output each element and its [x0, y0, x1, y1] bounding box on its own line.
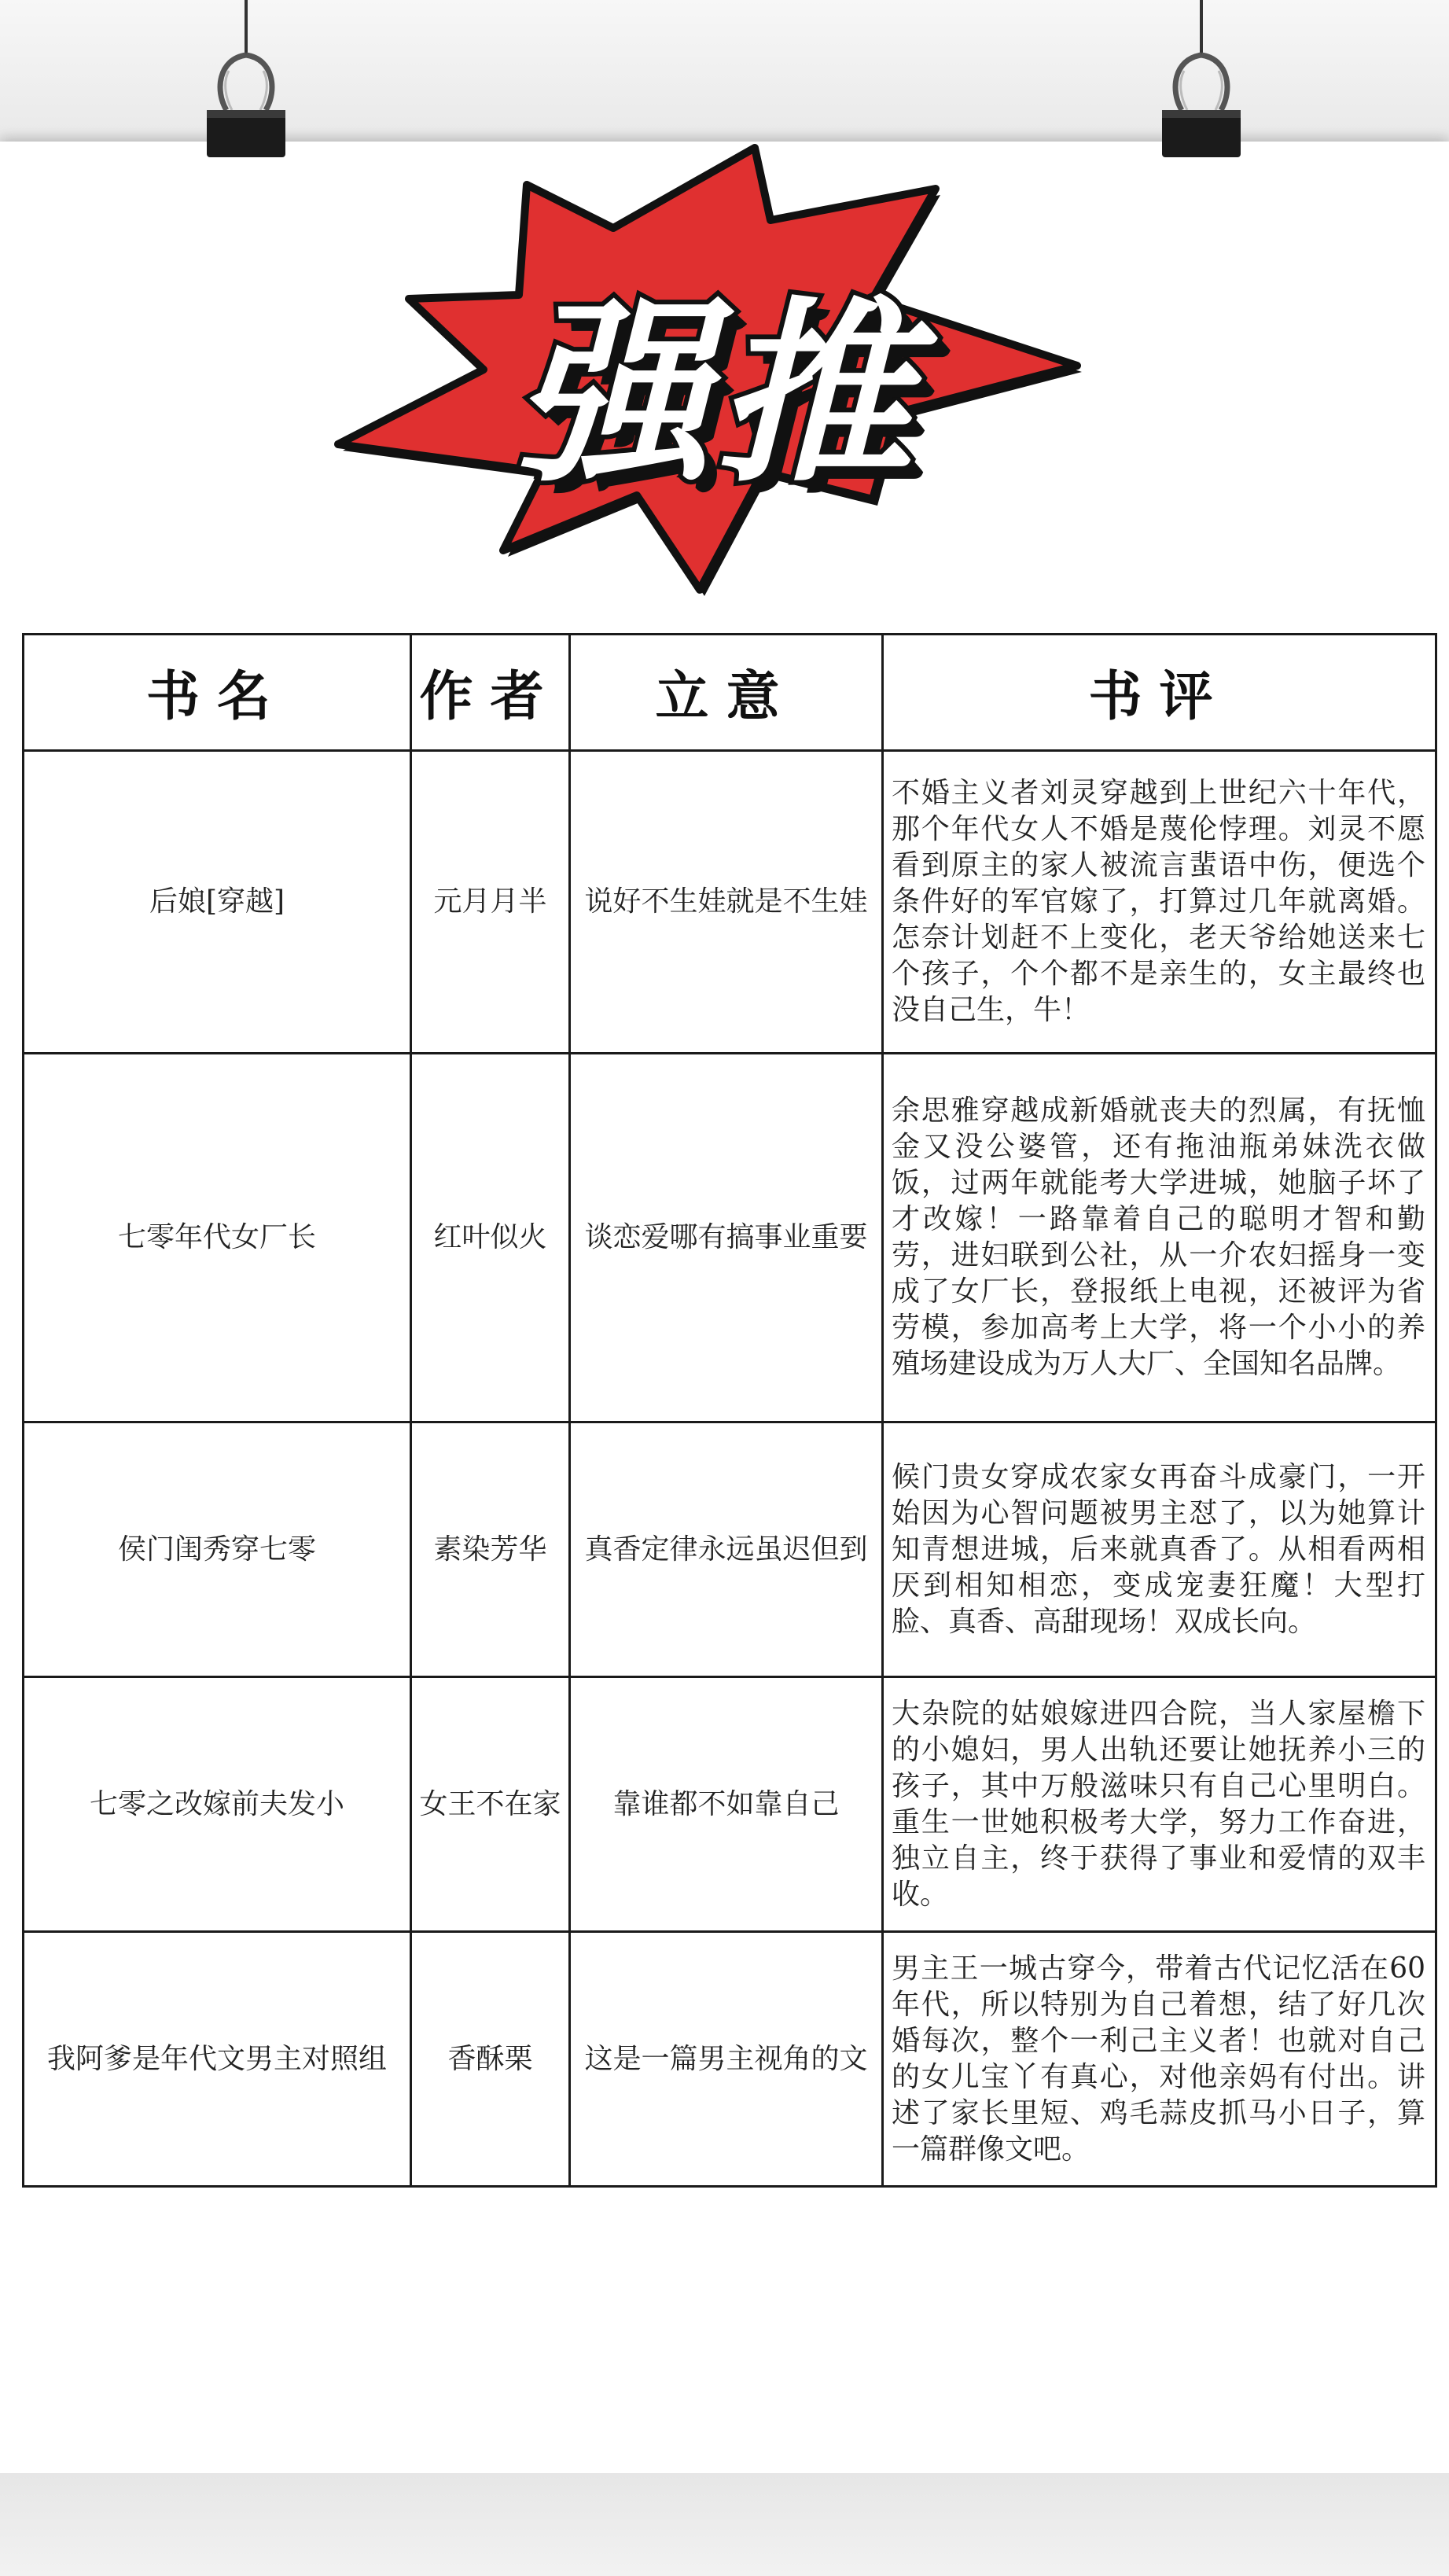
table-header-row: [24, 635, 1436, 751]
book-theme: 这是一篇男主视角的文: [570, 1932, 883, 2187]
book-title: 七零之改嫁前夫发小: [24, 1677, 411, 1932]
binder-clip-icon: [1146, 0, 1256, 181]
table-row: [24, 1932, 1436, 2187]
book-title: 侯门闺秀穿七零: [24, 1422, 411, 1677]
book-theme: 说好不生娃就是不生娃: [570, 751, 883, 1054]
book-theme: 靠谁都不如靠自己: [570, 1677, 883, 1932]
table-row: [24, 1054, 1436, 1422]
book-author: 素染芳华: [411, 1422, 570, 1677]
book-theme: 真香定律永远虽迟但到: [570, 1422, 883, 1677]
book-review: 男主王一城古穿今，带着古代记忆活在60年代，所以特别为自己着想，结了好几次婚每次，整个一利己主义者！也就对自己的女儿宝丫有真心，对他亲妈有付出。讲述了家长里短、鸡毛蒜皮抓马小日子，算一篇群像文吧。: [883, 1932, 1436, 2187]
header-review: 书评: [883, 635, 1436, 751]
book-review: 不婚主义者刘灵穿越到上世纪六十年代，那个年代女人不婚是蔑伦悖理。刘灵不愿看到原主的家人被流言蜚语中伤，便选个条件好的军官嫁了，打算过几年就离婚。怎奈计划赶不上变化，老天爷给她送来七个孩子，个个都不是亲生的，女主最终也没自己生，牛！: [883, 751, 1436, 1054]
table-row: [24, 1422, 1436, 1677]
table-row: [24, 1677, 1436, 1932]
header-title: 书名: [24, 635, 411, 751]
book-title: 后娘[穿越]: [24, 751, 411, 1054]
header-theme: 立意: [570, 635, 883, 751]
book-author: 香酥栗: [411, 1932, 570, 2187]
book-review: 余思雅穿越成新婚就丧夫的烈属，有抚恤金又没公婆管，还有拖油瓶弟妹洗衣做饭，过两年就能考大学进城，她脑子坏了才改嫁！一路靠着自己的聪明才智和勤劳，进妇联到公社，从一介农妇摇身一变成了女厂长，登报纸上电视，还被评为省劳模，参加高考上大学，将一个小小的养殖场建设成为万人大厂、全国知名品牌。: [883, 1054, 1436, 1422]
book-title: 七零年代女厂长: [24, 1054, 411, 1422]
book-author: 红叶似火: [411, 1054, 570, 1422]
book-review: 候门贵女穿成农家女再奋斗成豪门，一开始因为心智问题被男主怼了，以为她算计知青想进城，后来就真香了。从相看两相厌到相知相恋，变成宠妻狂魔！大型打脸、真香、高甜现场！双成长向。: [883, 1422, 1436, 1677]
binder-clip-icon: [191, 0, 301, 181]
book-table: [22, 633, 1437, 2188]
table-row: [24, 751, 1436, 1054]
header-author: 作者: [411, 635, 570, 751]
book-theme: 谈恋爱哪有搞事业重要: [570, 1054, 883, 1422]
book-title: 我阿爹是年代文男主对照组: [24, 1932, 411, 2187]
book-review: 大杂院的姑娘嫁进四合院，当人家屋檐下的小媳妇，男人出轨还要让她抚养小三的孩子，其中万般滋味只有自己心里明白。重生一世她积极考大学，努力工作奋进，独立自主，终于获得了事业和爱情的双丰收。: [883, 1677, 1436, 1932]
banner-title: 强推: [514, 280, 917, 509]
book-author: 元月月半: [411, 751, 570, 1054]
bottom-wall-strip: [0, 2473, 1449, 2576]
banner: [330, 142, 1085, 598]
book-author: 女王不在家: [411, 1677, 570, 1932]
